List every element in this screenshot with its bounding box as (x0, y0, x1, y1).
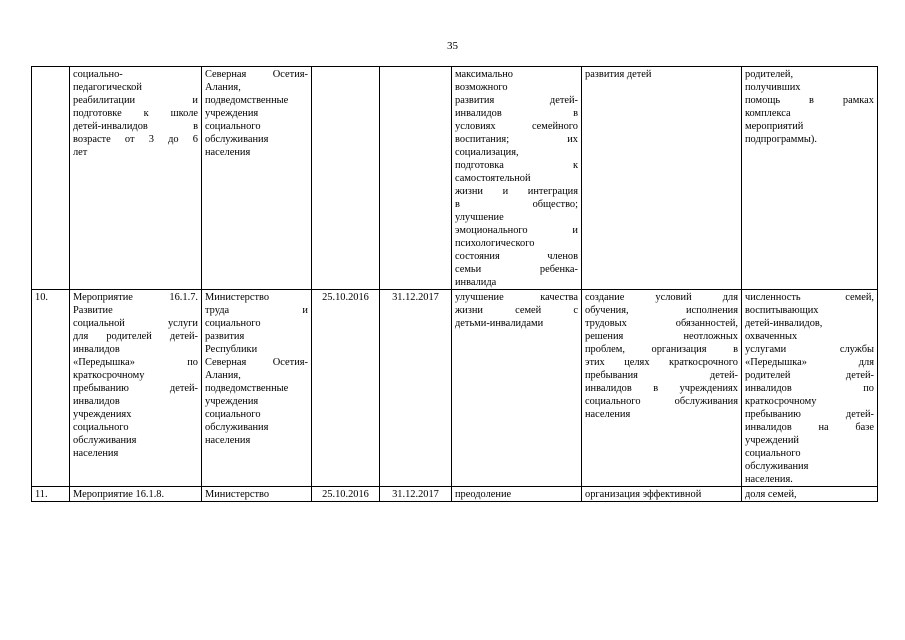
cell-line: социального обслуживания (585, 396, 738, 407)
cell-expected-result (452, 487, 582, 502)
cell-activity (70, 290, 202, 487)
cell-line: «Передышка» по (73, 357, 198, 368)
cell-end-date: 31.12.2017 (380, 290, 452, 487)
cell-line: преодоление (455, 489, 512, 500)
cell-line: Северная Осетия- (205, 69, 308, 80)
cell-line: населения (585, 409, 631, 420)
cell-line: инвалида (455, 277, 497, 288)
cell-line: Министерство (205, 489, 270, 500)
cell-line: подготовка к (455, 160, 578, 171)
cell-line: социального (73, 422, 129, 433)
cell-line: пребыванию детей- (73, 383, 198, 394)
cell-line: краткосрочному (73, 370, 145, 381)
cell-line: подпрограммы). (745, 134, 817, 145)
cell-line: обучения, исполнения (585, 305, 738, 316)
cell-line: родителей, (745, 69, 794, 80)
cell-line: подготовке к школе (73, 108, 198, 119)
cell-line: Алания, (205, 370, 241, 381)
cell-line: пребыванию детей- (745, 409, 874, 420)
cell-line: пребывания детей- (585, 370, 738, 381)
cell-indicator (742, 67, 878, 290)
cell-line: социально- (73, 69, 123, 80)
cell-line: помощь в рамках (745, 95, 874, 106)
cell-line: улучшение (455, 212, 504, 223)
cell-line: самостоятельной (455, 173, 531, 184)
cell-line: детей-инвалидов в (73, 121, 198, 132)
cell-number: 11. (32, 487, 70, 502)
cell-line: услугами службы (745, 344, 874, 355)
cell-line: инвалидов (73, 344, 120, 355)
cell-line: учреждения (205, 396, 259, 407)
cell-line: Северная Осетия- (205, 357, 308, 368)
cell-line: решения неотложных (585, 331, 738, 342)
cell-line: эмоционального и (455, 225, 578, 236)
cell-line: учреждений (745, 435, 799, 446)
cell-line: обслуживания (745, 461, 809, 472)
cell-line: социального (745, 448, 801, 459)
cell-line: Развитие (73, 305, 113, 316)
cell-number: 10. (32, 290, 70, 487)
cell-line: реабилитации и (73, 95, 198, 106)
table-row (32, 487, 878, 502)
cell-end-date (380, 67, 452, 290)
cell-line: развития детей (585, 69, 652, 80)
cell-executor (202, 290, 312, 487)
cell-line: семьи ребенка- (455, 264, 578, 275)
cell-line: состояния членов (455, 251, 578, 262)
cell-activity (70, 487, 202, 502)
cell-line: социального (205, 409, 261, 420)
cell-indicator (742, 487, 878, 502)
cell-line: обслуживания (73, 435, 137, 446)
cell-line: Министерство (205, 292, 270, 303)
cell-line: обслуживания (205, 422, 269, 433)
cell-line: подведомственные (205, 95, 289, 106)
cell-line: инвалидов по (745, 383, 874, 394)
activities-table (31, 66, 878, 502)
cell-line: организация эффективной (585, 489, 702, 500)
cell-activity (70, 67, 202, 290)
table-body (32, 67, 878, 502)
cell-start-date: 25.10.2016 (312, 487, 380, 502)
cell-consequence (582, 290, 742, 487)
cell-line: для родителей детей- (73, 331, 198, 342)
cell-executor (202, 487, 312, 502)
cell-line: «Передышка» для (745, 357, 874, 368)
cell-line: инвалидов (73, 396, 120, 407)
cell-line: воспитывающих (745, 305, 819, 316)
cell-line: трудовых обязанностей, (585, 318, 738, 329)
cell-line: населения. (745, 474, 793, 485)
cell-line: социального (205, 121, 261, 132)
table-row (32, 290, 878, 487)
cell-line: максимально (455, 69, 513, 80)
cell-line: детей-инвалидов, (745, 318, 823, 329)
cell-line: этих целях краткосрочного (585, 357, 738, 368)
cell-line: Алания, (205, 82, 241, 93)
cell-start-date (312, 67, 380, 290)
cell-line: комплекса (745, 108, 791, 119)
cell-line: лет (73, 147, 88, 158)
cell-line: доля семей, (745, 489, 797, 500)
cell-line: населения (73, 448, 119, 459)
cell-indicator (742, 290, 878, 487)
cell-line: развития (205, 331, 245, 342)
cell-line: учреждения (205, 108, 259, 119)
cell-line: подведомственные (205, 383, 289, 394)
cell-line: педагогической (73, 82, 142, 93)
cell-line: получивших (745, 82, 801, 93)
cell-line: учреждениях (73, 409, 132, 420)
cell-line: населения (205, 435, 251, 446)
cell-line: возрасте от 3 до 6 (73, 134, 198, 145)
cell-start-date: 25.10.2016 (312, 290, 380, 487)
cell-line: Республики (205, 344, 258, 355)
cell-line: инвалидов на базе (745, 422, 874, 433)
cell-line: социализация, (455, 147, 519, 158)
cell-expected-result (452, 290, 582, 487)
cell-line: охваченных (745, 331, 798, 342)
page-number: 35 (447, 40, 458, 52)
cell-line: психологического (455, 238, 535, 249)
cell-line: обслуживания (205, 134, 269, 145)
cell-line: жизни и интеграция (455, 186, 578, 197)
cell-line: возможного (455, 82, 508, 93)
cell-line: краткосрочному (745, 396, 817, 407)
cell-line: труда и (205, 305, 308, 316)
cell-line: в общество; (455, 199, 578, 210)
cell-line: населения (205, 147, 251, 158)
cell-line: жизни семей с (455, 305, 578, 316)
cell-expected-result (452, 67, 582, 290)
cell-line: родителей детей- (745, 370, 874, 381)
cell-line: мероприятий (745, 121, 804, 132)
cell-line: Мероприятие 16.1.8. (73, 489, 165, 500)
cell-line: социального (205, 318, 261, 329)
table-row (32, 67, 878, 290)
cell-line: Мероприятие 16.1.7. (73, 292, 198, 303)
cell-line: условиях семейного (455, 121, 578, 132)
cell-line: инвалидов в учреждениях (585, 383, 738, 394)
cell-line: детьми-инвалидами (455, 318, 544, 329)
cell-line: инвалидов в (455, 108, 578, 119)
cell-line: воспитания; их (455, 134, 578, 145)
cell-line: улучшение качества (455, 292, 578, 303)
cell-consequence (582, 67, 742, 290)
cell-line: создание условий для (585, 292, 738, 303)
cell-number (32, 67, 70, 290)
cell-line: численность семей, (745, 292, 874, 303)
cell-end-date: 31.12.2017 (380, 487, 452, 502)
cell-line: социальной услуги (73, 318, 198, 329)
cell-line: проблем, организация в (585, 344, 738, 355)
cell-executor (202, 67, 312, 290)
cell-consequence (582, 487, 742, 502)
cell-line: развития детей- (455, 95, 578, 106)
